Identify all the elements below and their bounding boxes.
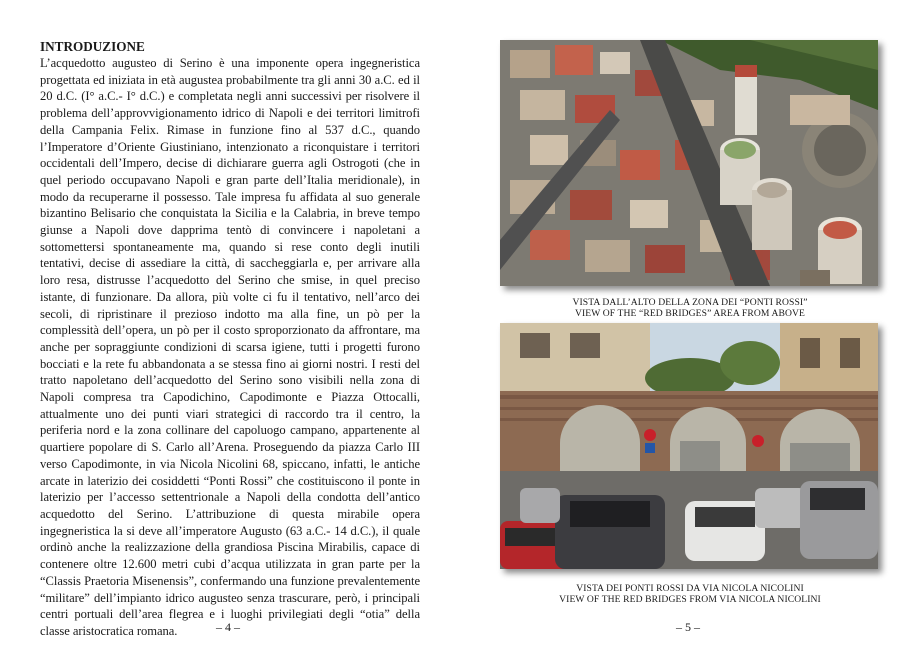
intro-paragraph: L’acquedotto augusteo di Serino è una imponente opera ingegneristica progettata ed iniziata in età augustea probabilmente tra gli anni 30 a.C. ed il 20 d.C. (I° a.C.- I° d.C.) e completata negli anni successivi per risolvere il problema dell’approvvigionamento idrico di Napoli e dei territori limitrofi della Campania Felix. Rimase in funzione fino al 537 d.C., quando l’Imperatore d’Oriente Giustiniano, intenzionato a riconquistare i territori occidentali dell’Impero, decise di dichiarare guerra agli Ostrogoti (che in quel periodo occupavano Napoli e gran parte dell’Italia meridionale), in modo da recuperarne il possesso. Tale impresa fu affidata al suo generale bizantino Belisario che conquistata la Sicilia e la Calabria, in breve tempo giunse a Napoli dove dapprima tentò di convincere i napoletani a sottomettersi spontaneamente ma, quando si rese conto degli inutili tentativi, decise di assediare la città, di saccheggiarla e, per arrivare alla loro resa, distrusse l’acquedotto del Serino che smise, in quel preciso istante, di funzionare. Da allora, più volte ci fu il tentativo, nell’arco dei secoli, di ripristinare il prezioso indotto ma alla fine, un pò per la complessità dell’opera, un pò per il costo sproporzionato da affrontare, ma anche per sopraggiunte condizioni di scarsa igiene, tutti i progetti furono bocciati e la rete fu abbandonata a se stessa fino ai giorni nostri. I resti del tratto napoletano dell’acquedotto del Serino sono visibili nella zona di Napoli compresa tra Capodichino, Capodimonte e Piazza Ottocalli, attualmente uno dei punti viari strategici di raccordo tra il centro, la periferia nord e la zona collinare del capoluogo campano, appartenente al quartiere popolare di S. Carlo all’Arena. Proseguendo da piazza Carlo III verso Capodimonte, in via Nicola Nicolini 68, spiccano, infatti, le antiche arcate in laterizio dei cosiddetti “Ponti Rossi” che costituiscono il ponte in laterizio per l’accesso settentrionale a Napoli della condotta dell’antico acquedotto del Serino. L’attribuzione di questa mirabile opera ingegneristica la si deve all’imperatore Augusto (63 a.C.- 14 d.C.), il quale ordinò anche la realizzazione della grandiosa Piscina Mirabilis, capace di contenere oltre 12.600 metri cubi d’acqua utilizzata in gran parte per la “Classis Praetoria Misenensis”, confermando una funzione prevalentemente “militare” dell’impianto idrico augusteo senza trascurare, però, i principali centri portuali dell’area flegrea e i luoghi privilegiati degli “otia” della classe aristocratica romana. [40, 56, 420, 638]
photo1-caption-italian: VISTA DALL’ALTO DELLA ZONA DEI “PONTI ROSSI” [572, 297, 808, 308]
photo2-caption-english: VIEW OF THE RED BRIDGES FROM VIA NICOLA NICOLINI [559, 594, 821, 605]
page-number-right: – 5 – [676, 620, 700, 634]
photo2-caption-italian: VISTA DEI PONTI ROSSI DA VIA NICOLA NICOLINI [576, 583, 804, 594]
left-page [40, 38, 420, 640]
page-number-left: – 4 – [216, 620, 240, 634]
photo2-caption [494, 583, 886, 605]
photo1-caption-english: VIEW OF THE “RED BRIDGES” AREA FROM ABOVE [574, 308, 805, 319]
aerial-photo [500, 40, 878, 286]
section-heading: INTRODUZIONE [40, 39, 145, 54]
photo1-caption [494, 297, 886, 319]
street-photo [500, 323, 878, 569]
